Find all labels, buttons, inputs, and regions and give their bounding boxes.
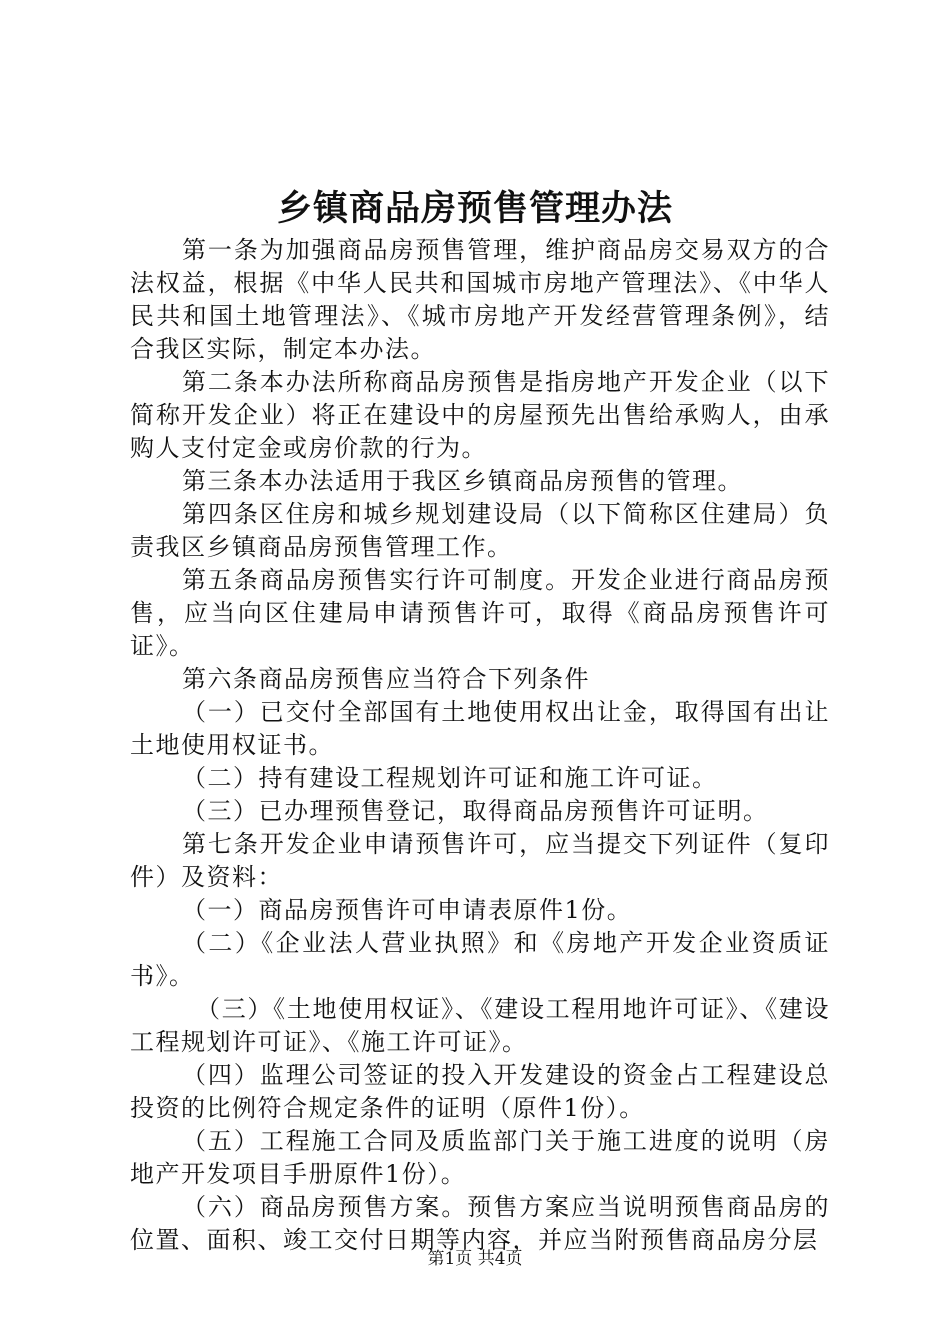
- article-7: 第七条开发企业申请预售许可，应当提交下列证件（复印件）及资料：: [130, 830, 830, 891]
- article-7-item-4: （四）监理公司签证的投入开发建设的资金占工程建设总投资的比例符合规定条件的证明（原件1份）。: [130, 1061, 830, 1122]
- document-title: 乡镇商品房预售管理办法: [276, 188, 673, 229]
- document-body: [130, 234, 830, 1257]
- article-6-item-3: （三）已办理预售登记，取得商品房预售许可证明。: [182, 797, 769, 825]
- article-6-item-1: （一）已交付全部国有土地使用权出让金，取得国有出让土地使用权证书。: [130, 698, 830, 759]
- article-2: 第二条本办法所称商品房预售是指房地产开发企业（以下简称开发企业）将正在建设中的房屋预先出售给承购人，由承购人支付定金或房价款的行为。: [130, 368, 830, 462]
- page-number-footer: 第1页 共4页: [427, 1249, 523, 1269]
- article-7-item-2: （二）《企业法人营业执照》和《房地产开发企业资质证书》。: [130, 929, 830, 990]
- article-3: 第三条本办法适用于我区乡镇商品房预售的管理。: [182, 467, 743, 495]
- article-7-item-5: （五）工程施工合同及质监部门关于施工进度的说明（房地产开发项目手册原件1份）。: [130, 1127, 830, 1188]
- article-1: 第一条为加强商品房预售管理，维护商品房交易双方的合法权益，根据《中华人民共和国城市房地产管理法》、《中华人民共和国土地管理法》、《城市房地产开发经营管理条例》，结合我区实际，制定本办法。: [130, 236, 830, 363]
- article-7-item-1: （一）商品房预售许可申请表原件1份。: [182, 896, 633, 924]
- article-7-item-6: （六）商品房预售方案。预售方案应当说明预售商品房的位置、面积、竣工交付日期等内容，并应当附预售商品房分层: [130, 1193, 830, 1254]
- article-4: 第四条区住房和城乡规划建设局（以下简称区住建局）负责我区乡镇商品房预售管理工作。: [130, 500, 830, 561]
- article-5: 第五条商品房预售实行许可制度。开发企业进行商品房预售，应当向区住建局申请预售许可，取得《商品房预售许可证》。: [130, 566, 830, 660]
- article-6: 第六条商品房预售应当符合下列条件: [182, 665, 590, 693]
- article-6-item-2: （二）持有建设工程规划许可证和施工许可证。: [182, 764, 718, 792]
- article-7-item-3: （三）《土地使用权证》、《建设工程用地许可证》、《建设工程规划许可证》、《施工许可证》。: [130, 995, 830, 1056]
